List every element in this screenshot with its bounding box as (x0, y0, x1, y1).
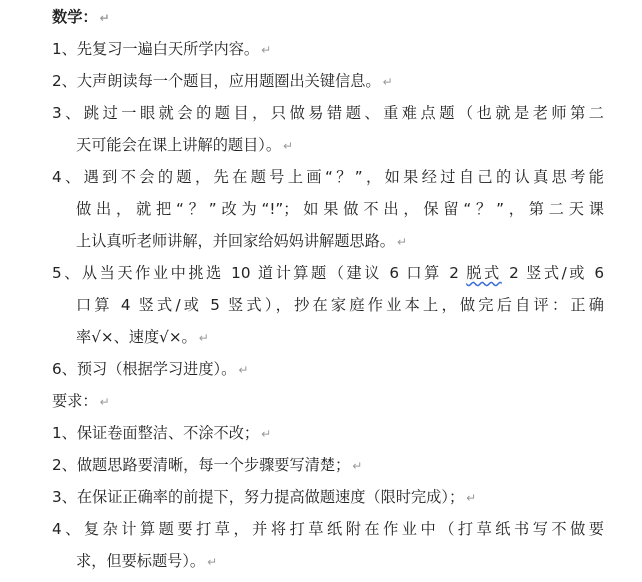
paragraph-mark-icon: ↵ (352, 459, 363, 473)
requirement-item-1: 1、保证卷面整洁、不涂不改； ↵ (52, 424, 272, 442)
paragraph-mark-icon: ↵ (238, 363, 249, 377)
list-item-6: 6、预习（根据学习进度）。 ↵ (52, 360, 249, 378)
list-item-4-line-2: 做出，就把“？”改为“!”；如果做不出，保留“？”，第二天课 (76, 200, 604, 218)
math-heading: 数学： ↵ (52, 8, 110, 26)
paragraph-mark-icon: ↵ (207, 555, 218, 569)
paragraph-mark-icon: ↵ (283, 139, 294, 153)
list-item-2: 2、大声朗读每一个题目，应用题圈出关键信息。 ↵ (52, 72, 393, 90)
list-item-5-line-3: 率√×、速度√×。 ↵ (76, 328, 209, 346)
list-item-5-line-2: 口算 4 竖式/或 5 竖式），抄在家庭作业本上，做完后自评：正确 (76, 296, 604, 314)
list-item-4-line-3: 上认真听老师讲解，并回家给妈妈讲解题思路。 ↵ (76, 232, 407, 250)
paragraph-mark-icon: ↵ (198, 331, 209, 345)
list-item-3-line-1: 3、跳过一眼就会的题目，只做易错题、重难点题（也就是老师第二 (52, 104, 604, 122)
requirements-heading: 要求： ↵ (52, 392, 110, 410)
paragraph-mark-icon: ↵ (261, 427, 272, 441)
list-item-5-line-1: 5、从当天作业中挑选 10 道计算题（建议 6 口算 2 脱式 2 竖式/或 6 (52, 264, 605, 282)
spellcheck-underline: 脱式 (466, 264, 502, 282)
paragraph-mark-icon: ↵ (99, 395, 110, 409)
paragraph-mark-icon: ↵ (382, 75, 393, 89)
requirement-item-4-line-2: 求，但要标题号）。 ↵ (76, 552, 218, 570)
paragraph-mark-icon: ↵ (261, 43, 272, 57)
paragraph-mark-icon: ↵ (99, 11, 110, 25)
paragraph-mark-icon: ↵ (466, 491, 477, 505)
paragraph-mark-icon: ↵ (396, 235, 407, 249)
requirement-item-4-line-1: 4、复杂计算题要打草，并将打草纸附在作业中（打草纸书写不做要 (52, 520, 604, 538)
requirement-item-3: 3、在保证正确率的前提下，努力提高做题速度（限时完成）； ↵ (52, 488, 477, 506)
list-item-1: 1、先复习一遍白天所学内容。 ↵ (52, 40, 272, 58)
list-item-3-line-2: 天可能会在课上讲解的题目）。 ↵ (76, 136, 294, 154)
requirement-item-2: 2、做题思路要清晰，每一个步骤要写清楚； ↵ (52, 456, 363, 474)
list-item-4-line-1: 4、遇到不会的题，先在题号上画“？”，如果经过自己的认真思考能 (52, 168, 604, 186)
